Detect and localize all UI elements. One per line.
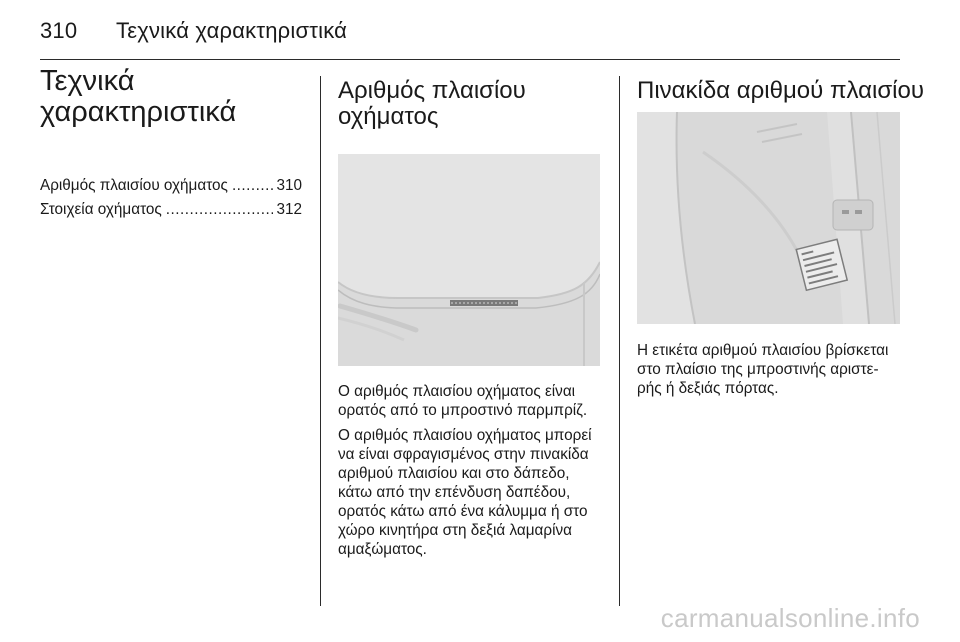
toc-entry-page: 312: [276, 201, 302, 218]
chapter-column: [40, 66, 302, 222]
header-rule: [40, 59, 900, 60]
plate-section-title: Πινακίδα αριθμού πλαισίου: [637, 77, 924, 104]
vin-title-line2: οχήματος: [338, 103, 439, 130]
column-divider-1: [320, 76, 321, 606]
door-frame-illustration-svg: [637, 112, 900, 324]
windshield-vin-illustration: [338, 154, 600, 366]
table-of-contents: [40, 174, 302, 222]
vin-section: [338, 78, 604, 565]
chapter-title-line1: Τεχνικά: [40, 65, 135, 97]
page-header: [40, 18, 347, 44]
toc-entry-title: Αριθμός πλαισίου οχήματος: [40, 177, 228, 194]
toc-entry-title: Στοιχεία οχήματος: [40, 201, 162, 218]
toc-entry[interactable]: [40, 174, 302, 198]
vin-section-title: [338, 78, 604, 130]
toc-leader-dots: [166, 198, 274, 222]
plate-section-body: [637, 341, 905, 398]
plate-section: [637, 77, 924, 404]
vin-section-body: [338, 382, 604, 559]
vin-title-line1: Αριθμός πλαισίου: [338, 77, 526, 104]
door-frame-plate-illustration: [637, 112, 900, 324]
plate-paragraph-1: Η ετικέτα αριθμού πλαισίου βρίσκεται στο πλαίσιο της μπροστινής αριστε- ρής ή δεξιάς πόρτας.: [637, 342, 889, 397]
toc-entry[interactable]: [40, 198, 302, 222]
toc-entry-page: 310: [276, 177, 302, 194]
page-number: 310: [40, 18, 78, 43]
vin-paragraph-2: Ο αριθμός πλαισίου οχήματος μπορεί να είναι σφραγισμένος στην πινακίδα αριθμού πλαισίου και στο δάπεδο, κάτω από την επένδυση δαπέδου, ορατός κάτω από ένα κάλυμμα ή στο χώρο κινητήρα στη δεξιά λαμαρίνα αμαξώματος.: [338, 427, 592, 558]
toc-leader-dots: [232, 174, 274, 198]
chapter-title-line2: χαρακτηριστικά: [40, 96, 237, 128]
column-divider-2: [619, 76, 620, 606]
chapter-title: [40, 66, 302, 128]
windshield-illustration-svg: [338, 154, 600, 366]
site-watermark: carmanualsonline.info: [660, 603, 920, 633]
running-title: Τεχνικά χαρακτηριστικά: [116, 18, 348, 43]
vin-paragraph-1: Ο αριθμός πλαισίου οχήματος είναι ορατός από το μπροστινό παρμπρίζ.: [338, 383, 588, 419]
